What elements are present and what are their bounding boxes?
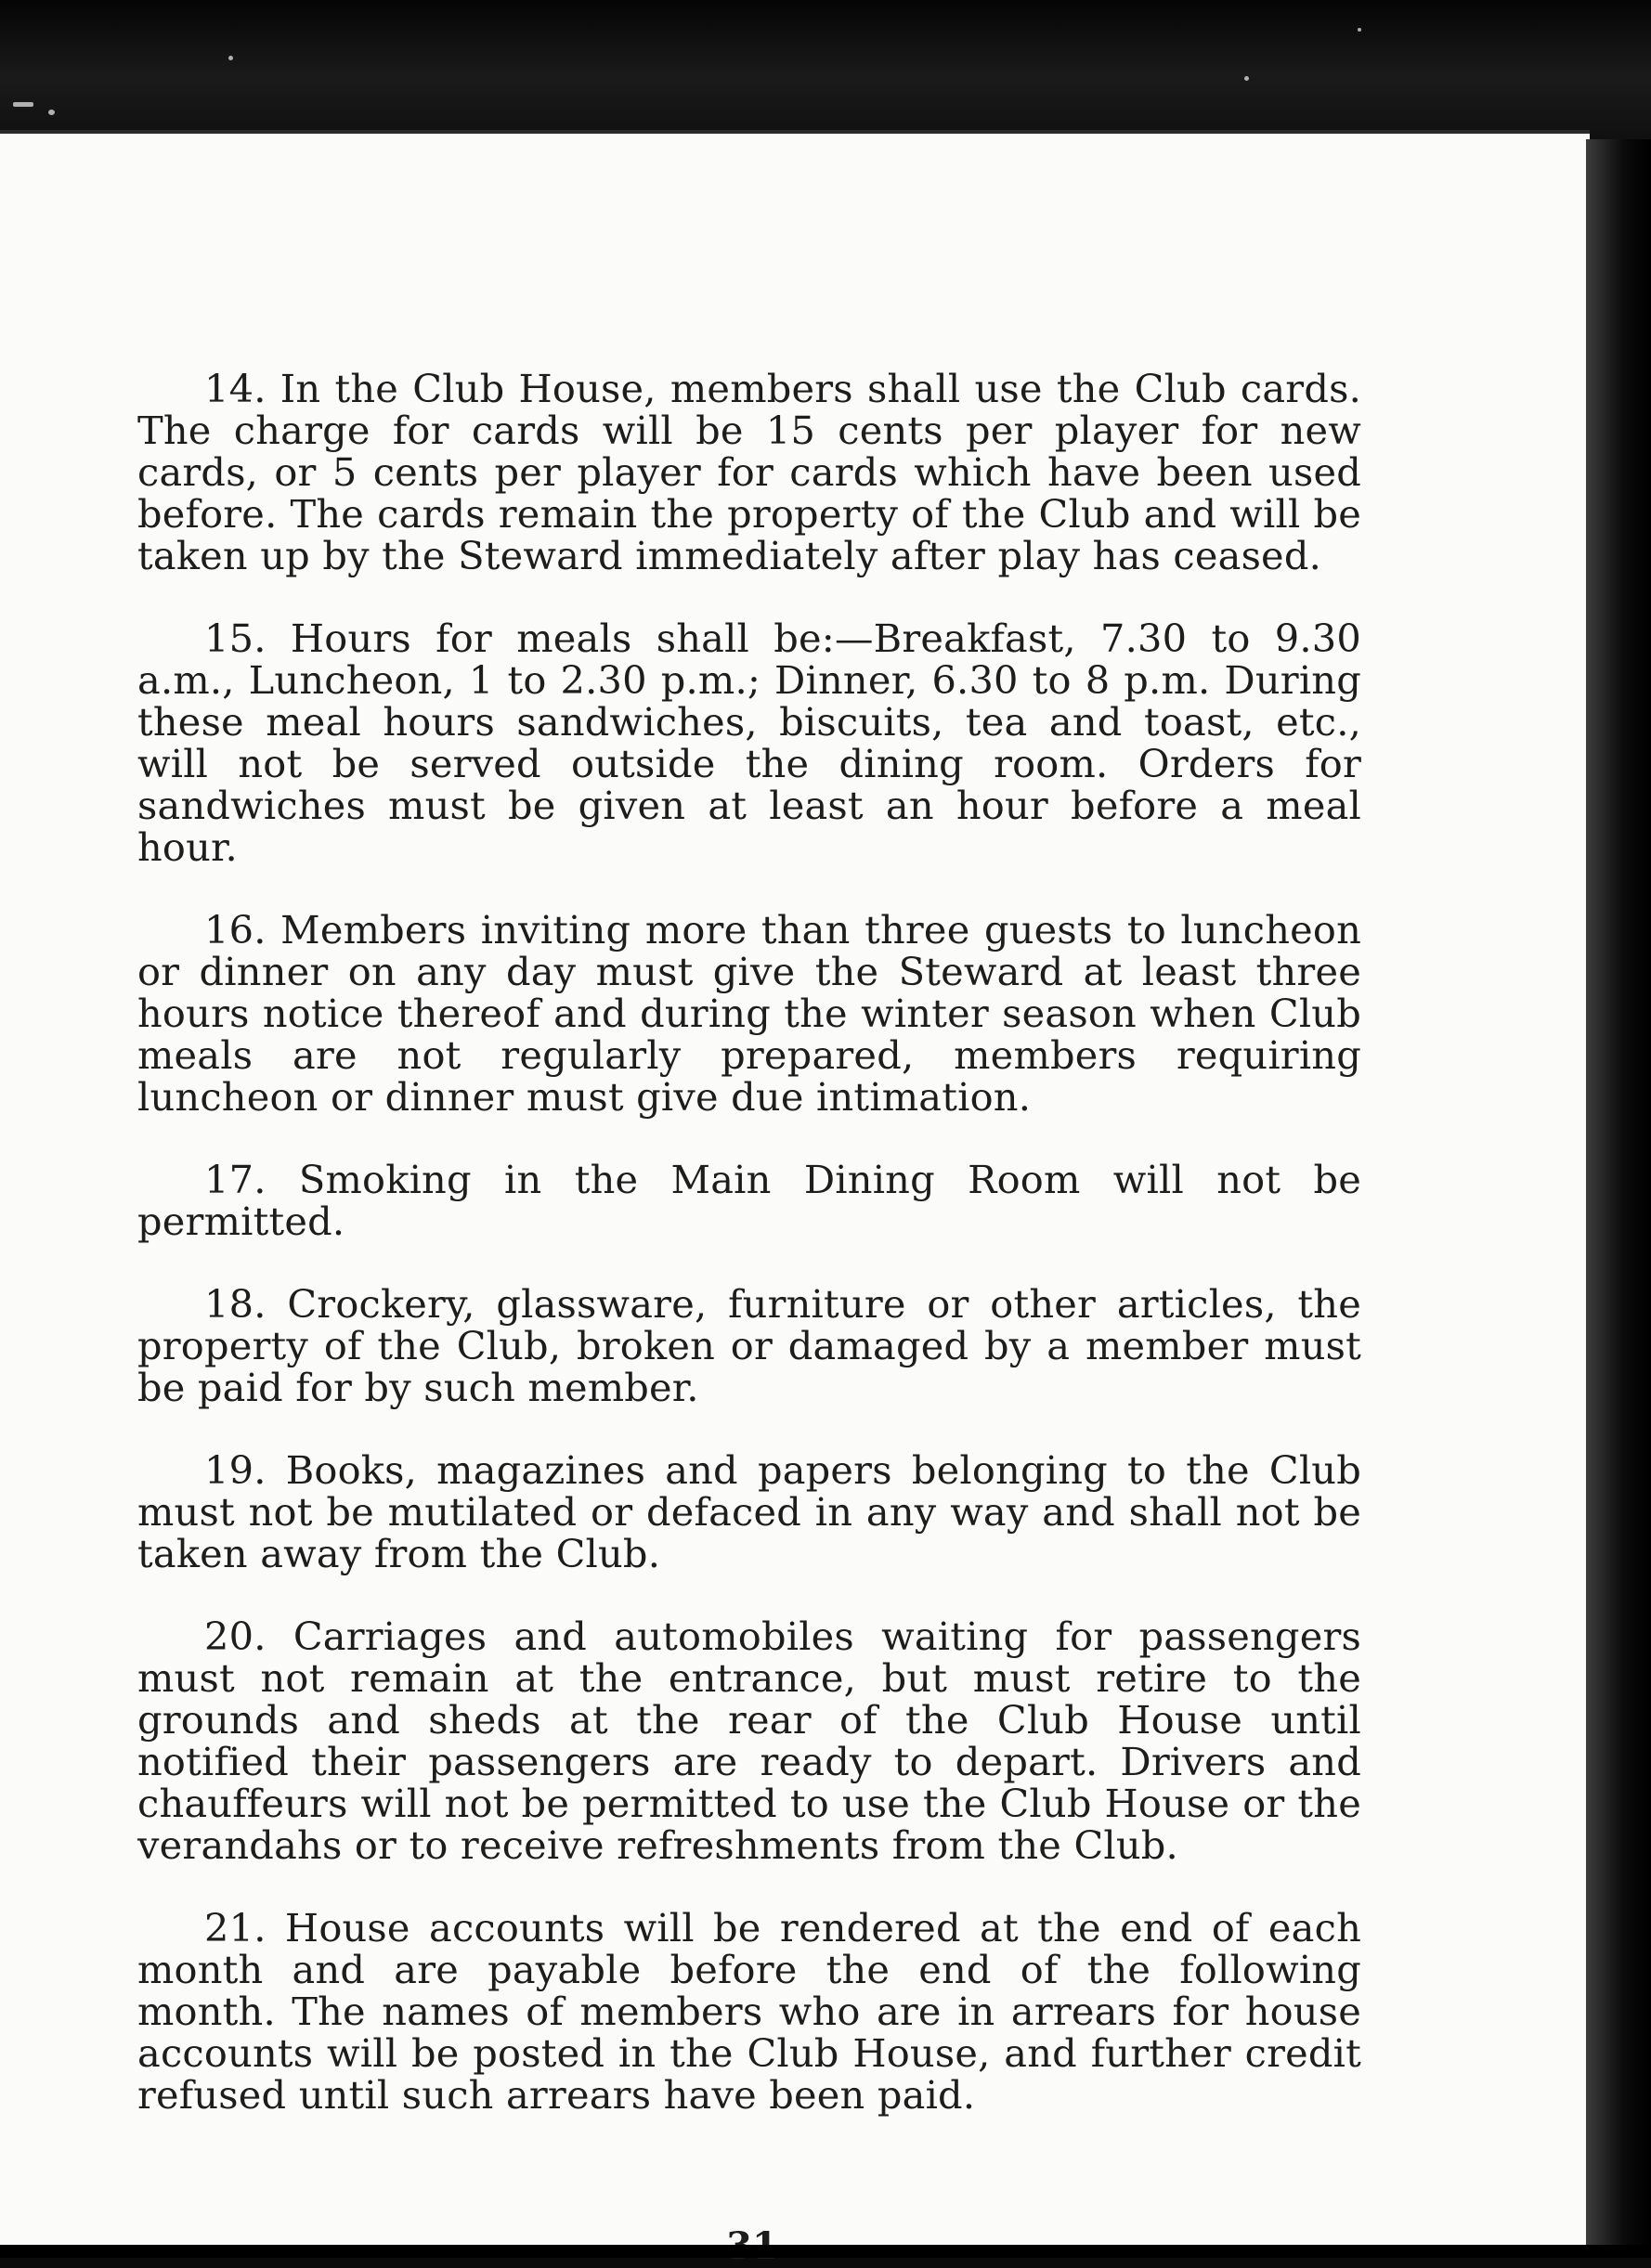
rule-21-paragraph: 21. House accounts will be rendered at the end of each month and are payable before the end of the following month. The names of members who are in arrears for house accounts will be posted in the Club House, and further credit refused until such arrears have been paid. [137, 1905, 1361, 2118]
rule-17-paragraph: 17. Smoking in the Main Dining Room will not be permitted. [137, 1157, 1361, 1244]
scan-speck [1244, 76, 1249, 81]
rule-16-paragraph: 16. Members inviting more than three guests to luncheon or dinner on any day must give the Steward at least three hours notice thereof and during the winter season when Club meals are not regularly prepared, members requiring luncheon or dinner must give due intimation. [137, 907, 1361, 1120]
rule-14-paragraph: 14. In the Club House, members shall use the Club cards. The charge for cards will be 15 cents per player for new cards, or 5 cents per player for cards which have been used before. The cards remain the property of the Club and will be taken up by the Steward immediately after play has ceased. [137, 366, 1361, 578]
rule-19-paragraph: 19. Books, magazines and papers belonging to the Club must not be mutilated or defaced in any way and shall not be taken away from the Club. [137, 1447, 1361, 1576]
scan-border-right [1586, 139, 1651, 2258]
scan-speck [228, 56, 233, 60]
book-page [0, 130, 1590, 2252]
rules-text [137, 368, 1361, 2157]
rule-15-paragraph: 15. Hours for meals shall be:—Breakfast, 7.30 to 9.30 a.m., Luncheon, 1 to 2.30 p.m.; Dinner, 6.30 to 8 p.m. During these meal hours sandwiches, biscuits, tea and toast, etc., will not be served outside the dining room. Orders for sandwiches must be given at least an hour before a meal hour. [137, 616, 1361, 870]
scan-border-top [0, 0, 1651, 139]
scan-border-bottom [0, 2245, 1651, 2258]
scan-speck [48, 110, 55, 115]
rule-20-paragraph: 20. Carriages and automobiles waiting for passengers must not remain at the entrance, but must retire to the grounds and sheds at the rear of the Club House until notified their passengers are ready to depart. Drivers and chauffeurs will not be permitted to use the Club House or the verandahs or to receive refreshments from the Club. [137, 1614, 1361, 1868]
scan-speck [13, 102, 33, 107]
rule-18-paragraph: 18. Crockery, glassware, furniture or other articles, the property of the Club, broken or damaged by a member must be paid for by such member. [137, 1281, 1361, 1410]
scan-speck [1358, 28, 1361, 32]
